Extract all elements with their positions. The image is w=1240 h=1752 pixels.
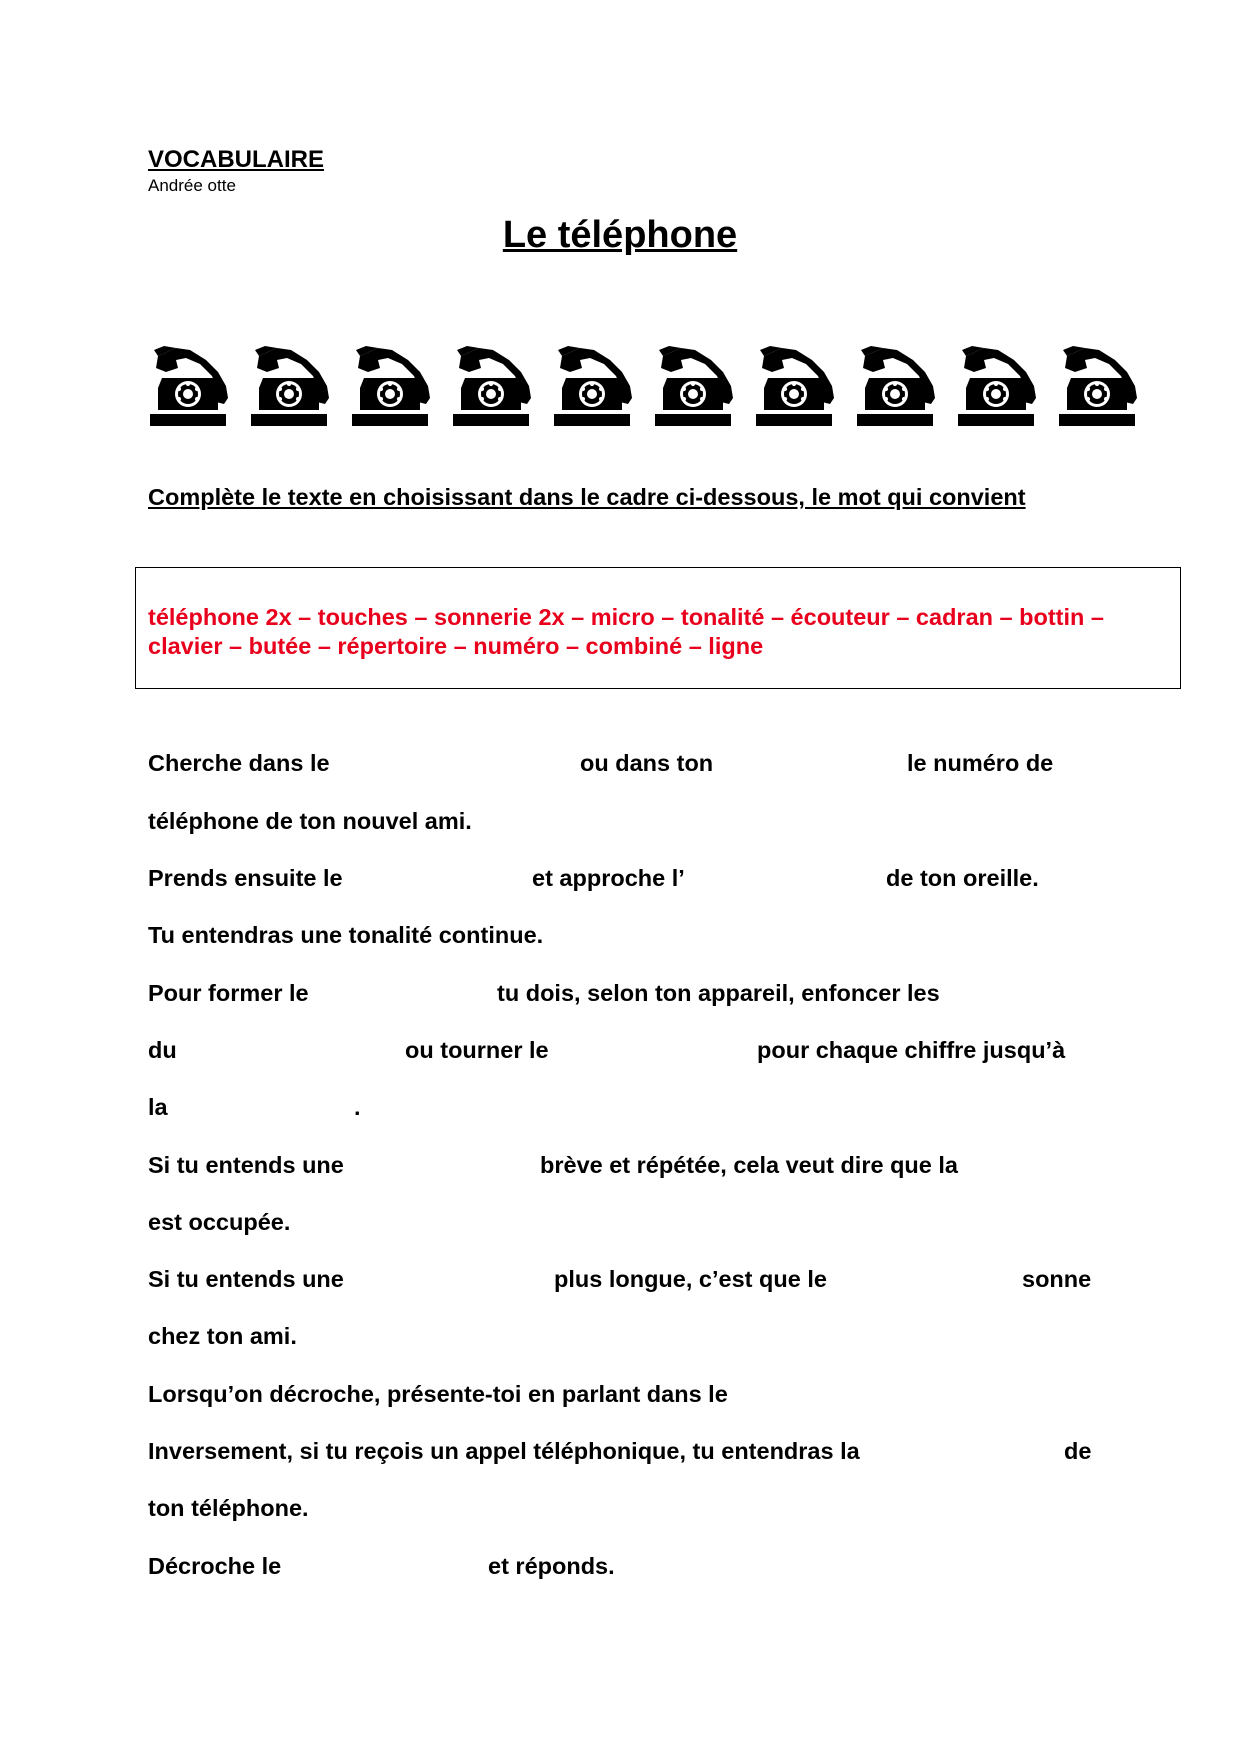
exercise-text: Cherche dans le (148, 750, 330, 776)
exercise-text: du (148, 1037, 177, 1063)
exercise-text: plus longue, c’est que le (554, 1266, 827, 1292)
telephone-icon (348, 342, 432, 428)
exercise-text: . (354, 1094, 361, 1120)
page-title: Le téléphone (502, 214, 738, 256)
exercise-text: de (1064, 1438, 1092, 1464)
telephone-icon (247, 342, 331, 428)
telephone-icon (954, 342, 1038, 428)
exercise-text: Pour former le (148, 980, 309, 1006)
exercise-text: de ton oreille. (886, 865, 1039, 891)
exercise-text: ou tourner le (405, 1037, 549, 1063)
telephone-icon-row (146, 342, 1146, 428)
telephone-icon (752, 342, 836, 428)
exercise-text: et réponds. (488, 1553, 615, 1579)
exercise-text: et approche l’ (532, 865, 685, 891)
telephone-icon (1055, 342, 1139, 428)
author-name: Andrée otte (148, 176, 236, 195)
exercise-text: Décroche le (148, 1553, 282, 1579)
word-bank-line: clavier – butée – répertoire – numéro – combiné – ligne (148, 633, 764, 659)
exercise-text: le numéro de (907, 750, 1054, 776)
telephone-icon (550, 342, 634, 428)
exercise-text: tu dois, selon ton appareil, enfoncer les (497, 980, 940, 1006)
exercise-text: est occupée. (148, 1209, 291, 1235)
exercise-text: la (148, 1094, 168, 1120)
exercise-text: Lorsqu’on décroche, présente-toi en parlant dans le (148, 1381, 728, 1407)
exercise-text: pour chaque chiffre jusqu’à (757, 1037, 1066, 1063)
exercise-text: ton téléphone. (148, 1495, 309, 1521)
telephone-icon (449, 342, 533, 428)
exercise-text: Si tu entends une (148, 1266, 344, 1292)
telephone-icon (146, 342, 230, 428)
exercise-text: brève et répétée, cela veut dire que la (540, 1152, 958, 1178)
exercise-text: chez ton ami. (148, 1323, 297, 1349)
telephone-icon (651, 342, 735, 428)
telephone-icon (853, 342, 937, 428)
exercise-text: Tu entendras une tonalité continue. (148, 922, 544, 948)
exercise-text: ou dans ton (580, 750, 714, 776)
exercise-text: Prends ensuite le (148, 865, 343, 891)
exercise-instruction: Complète le texte en choisissant dans le cadre ci-dessous, le mot qui convient (148, 484, 1026, 510)
exercise-text: sonne (1022, 1266, 1092, 1292)
exercise-text: téléphone de ton nouvel ami. (148, 808, 472, 834)
word-bank-line: téléphone 2x – touches – sonnerie 2x – micro – tonalité – écouteur – cadran – bottin – (148, 604, 1104, 630)
exercise-text: Inversement, si tu reçois un appel téléphonique, tu entendras la (148, 1438, 860, 1464)
exercise-text: Si tu entends une (148, 1152, 344, 1178)
subject-heading: VOCABULAIRE (148, 146, 325, 173)
